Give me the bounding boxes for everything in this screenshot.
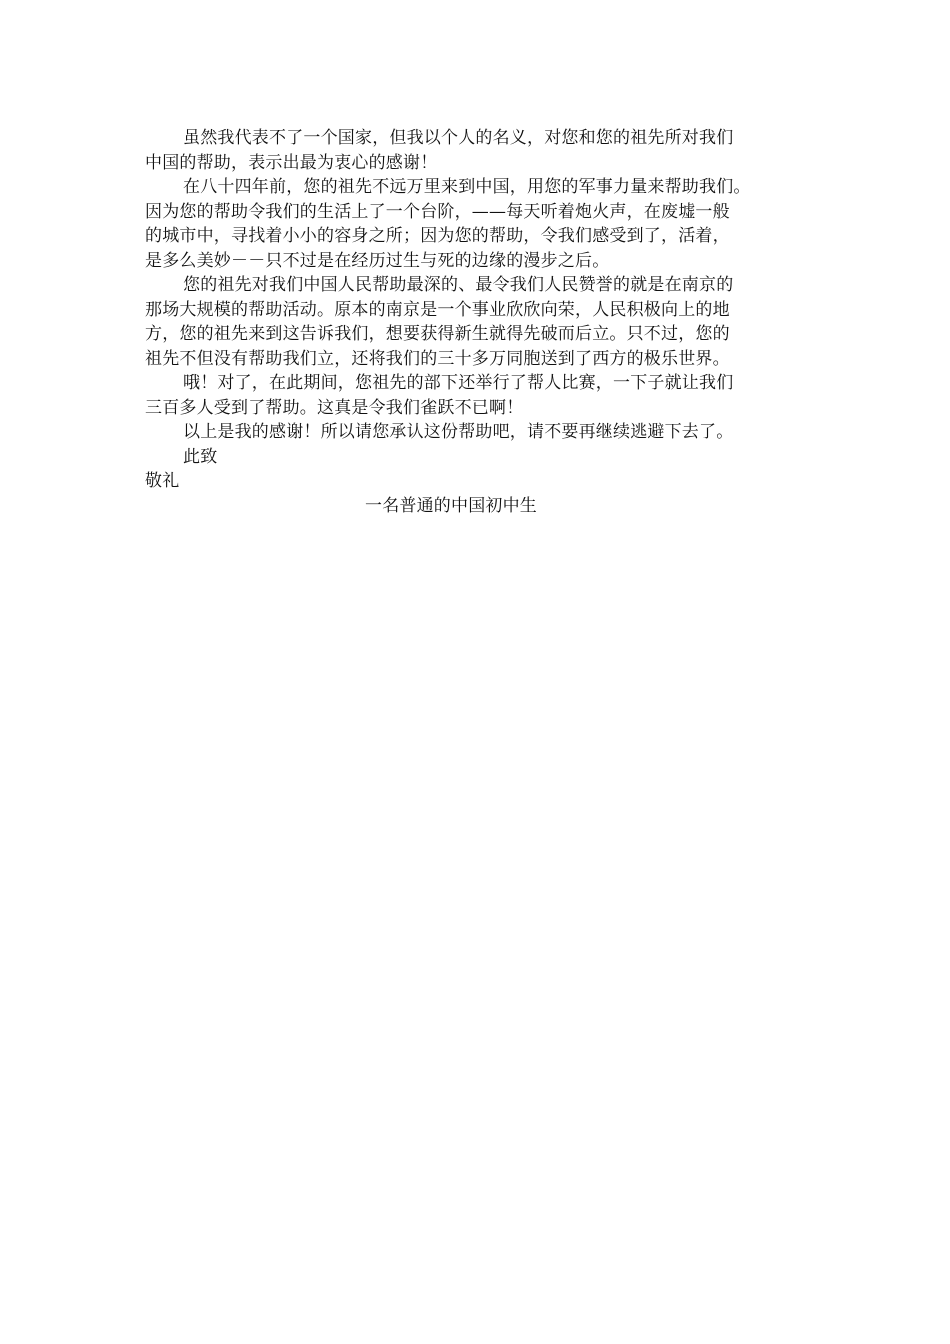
- letter-body: [145, 126, 825, 518]
- text-line: 是多么美妙－－只不过是在经历过生与死的边缘的漫步之后。: [145, 250, 610, 271]
- text-line: 中国的帮助，表示出最为衷心的感谢！: [145, 152, 438, 173]
- text-line: 您的祖先对我们中国人民帮助最深的、最令我们人民赞誉的就是在南京的: [183, 275, 734, 295]
- text-line: 三百多人受到了帮助。这真是令我们雀跃不已啊！: [145, 397, 524, 418]
- text-line: 在八十四年前，您的祖先不远万里来到中国，用您的军事力量来帮助我们。: [183, 177, 751, 197]
- paragraph-4: [145, 371, 825, 420]
- text-line: 以上是我的感谢！所以请您承认这份帮助吧，请不要再继续逃避下去了。: [183, 422, 734, 442]
- paragraph-2: [145, 175, 825, 273]
- letter-closing: 此致: [183, 446, 218, 467]
- letter-signature: 一名普通的中国初中生: [365, 495, 537, 516]
- text-line: 祖先不但没有帮助我们立，还将我们的三十多万同胞送到了西方的极乐世界。: [145, 348, 730, 369]
- text-line: 因为您的帮助令我们的生活上了一个台阶，——每天听着炮火声，在废墟一般: [145, 201, 730, 222]
- paragraph-5: [145, 420, 825, 445]
- text-line: 那场大规模的帮助活动。原本的南京是一个事业欣欣向荣，人民积极向上的地: [145, 299, 730, 320]
- text-line: 哦！对了，在此期间，您祖先的部下还举行了帮人比赛，一下子就让我们: [183, 373, 734, 393]
- paragraph-3: [145, 273, 825, 371]
- text-line: 的城市中，寻找着小小的容身之所；因为您的帮助，令我们感受到了，活着，: [145, 226, 730, 246]
- text-line: 虽然我代表不了一个国家，但我以个人的名义，对您和您的祖先所对我们: [183, 128, 734, 148]
- paragraph-1: [145, 126, 825, 175]
- letter-salute: 敬礼: [145, 471, 180, 491]
- text-line: 方，您的祖先来到这告诉我们，想要获得新生就得先破而后立。只不过，您的: [145, 324, 730, 344]
